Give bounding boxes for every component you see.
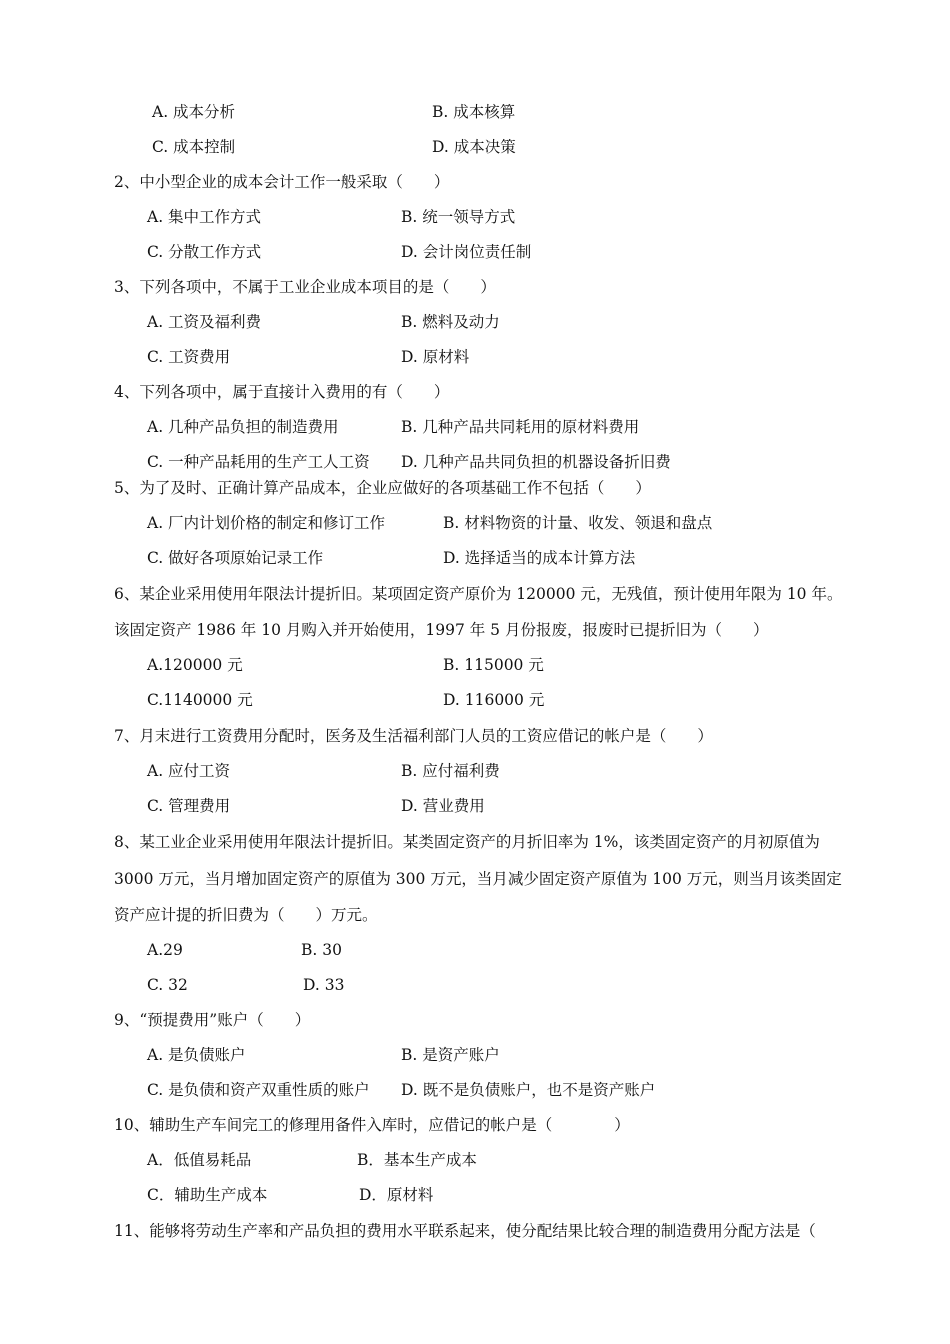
q6-option-c: C.1140000 元 (147, 691, 253, 709)
q8-stem-line-2: 3000 万元，当月增加固定资产的原值为 300 万元，当月减少固定资产原值为 100 万元，则当月该类固定 (114, 870, 842, 888)
q10-option-b: B．基本生产成本 (357, 1151, 477, 1169)
q3-stem: 3、下列各项中，不属于工业企业成本项目的是（ ） (114, 278, 496, 296)
q2-option-b: B. 统一领导方式 (401, 208, 516, 226)
q1-option-b: B. 成本核算 (432, 103, 516, 121)
q8-option-c: C. 32 (147, 976, 188, 994)
q5-option-a: A. 厂内计划价格的制定和修订工作 (147, 514, 386, 532)
q3-option-b: B. 燃料及动力 (401, 313, 500, 331)
q3-option-a: A. 工资及福利费 (147, 313, 262, 331)
q3-option-d: D. 原材料 (401, 348, 470, 366)
q5-stem: 5、为了及时、正确计算产品成本，企业应做好的各项基础工作不包括（ ） (114, 479, 651, 497)
q7-option-c: C. 管理费用 (147, 797, 231, 815)
q4-option-a: A. 几种产品负担的制造费用 (147, 418, 339, 436)
q2-stem: 2、中小型企业的成本会计工作一般采取（ ） (114, 173, 450, 191)
q4-stem: 4、下列各项中，属于直接计入费用的有（ ） (114, 383, 450, 401)
q1-option-c: C. 成本控制 (152, 138, 236, 156)
q1-option-d: D. 成本决策 (432, 138, 516, 156)
q9-option-a: A. 是负债账户 (147, 1046, 246, 1064)
q10-option-a: A．低值易耗品 (147, 1151, 252, 1169)
q7-option-d: D. 营业费用 (401, 797, 485, 815)
q8-stem-line-1: 8、某工业企业采用使用年限法计提折旧。某类固定资产的月折旧率为 1%，该类固定资产的月初原值为 (114, 833, 820, 851)
q5-option-d: D. 选择适当的成本计算方法 (443, 549, 636, 567)
q6-stem-line-2: 该固定资产 1986 年 10 月购入并开始使用，1997 年 5 月份报废，报废时已提折旧为（ ） (114, 621, 769, 639)
q8-option-b: B. 30 (301, 941, 342, 959)
q10-option-c: C．辅助生产成本 (147, 1186, 268, 1204)
q8-stem-line-3: 资产应计提的折旧费为（ ）万元。 (114, 906, 378, 924)
q4-option-d: D. 几种产品共同负担的机器设备折旧费 (401, 453, 671, 471)
q10-option-d: D．原材料 (359, 1186, 434, 1204)
q9-stem: 9、“预提费用”账户（ ） (114, 1011, 311, 1029)
q2-option-c: C. 分散工作方式 (147, 243, 262, 261)
q6-option-a: A.120000 元 (147, 656, 243, 674)
q11-stem: 11、能够将劳动生产率和产品负担的费用水平联系起来，使分配结果比较合理的制造费用分配方法是（ (114, 1222, 816, 1240)
q9-option-b: B. 是资产账户 (401, 1046, 500, 1064)
q9-option-c: C. 是负债和资产双重性质的账户 (147, 1081, 370, 1099)
q8-option-a: A.29 (147, 941, 183, 959)
q1-option-a: A. 成本分析 (152, 103, 236, 121)
q3-option-c: C. 工资费用 (147, 348, 231, 366)
q6-option-b: B. 115000 元 (443, 656, 544, 674)
q2-option-a: A. 集中工作方式 (147, 208, 262, 226)
q6-option-d: D. 116000 元 (443, 691, 545, 709)
q7-stem: 7、月末进行工资费用分配时，医务及生活福利部门人员的工资应借记的帐户是（ ） (114, 727, 713, 745)
q9-option-d: D. 既不是负债账户，也不是资产账户 (401, 1081, 656, 1099)
q8-option-d: D. 33 (303, 976, 345, 994)
q5-option-b: B. 材料物资的计量、收发、领退和盘点 (443, 514, 713, 532)
q7-option-a: A. 应付工资 (147, 762, 231, 780)
q6-stem-line-1: 6、某企业采用使用年限法计提折旧。某项固定资产原价为 120000 元，无残值，预计使用年限为 10 年。 (114, 585, 843, 603)
q4-option-c: C. 一种产品耗用的生产工人工资 (147, 453, 370, 471)
q2-option-d: D. 会计岗位责任制 (401, 243, 532, 261)
q7-option-b: B. 应付福利费 (401, 762, 500, 780)
q10-stem: 10、辅助生产车间完工的修理用备件入库时，应借记的帐户是（ ） (114, 1116, 630, 1134)
q4-option-b: B. 几种产品共同耗用的原材料费用 (401, 418, 640, 436)
q5-option-c: C. 做好各项原始记录工作 (147, 549, 324, 567)
